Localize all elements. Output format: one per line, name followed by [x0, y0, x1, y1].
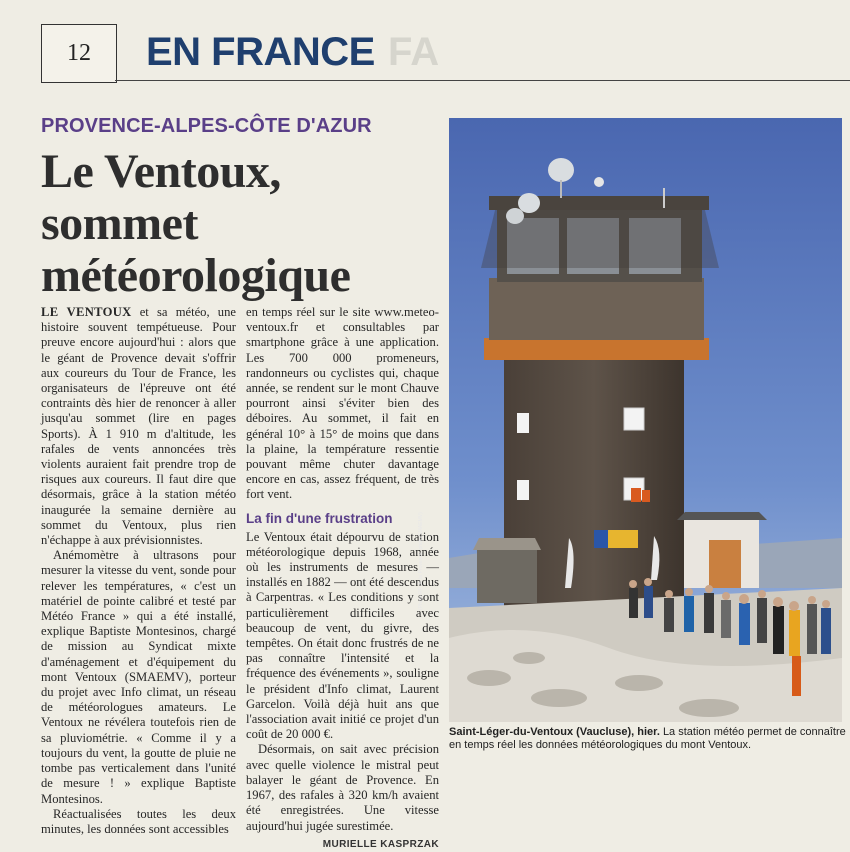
article-paragraph: Anémomètre à ultrasons pour mesurer la vitesse du vent, sonde pour relever les températures, « c'est un matériel de pointe calibré et testé par Météo France » qui a été installé, explique Baptiste Montesinos, chargé de mission au Syndicat mixte d'aménagement et d'équipement du mont Ventoux (SMAEMV), porteur du projet avec Info climat, un réseau de météorologues amateurs. Le Ventoux ne révélera toutefois rien de sa pluviométrie. « Comme il y a toujours du vent, la goutte de pluie ne tombe pas verticalement dans l'unité de mesure ! » explique Baptiste Montesinos.	[41, 548, 236, 806]
article-column-1	[41, 305, 236, 837]
section-title: EN FRANCE	[146, 30, 375, 74]
article-paragraph: LE VENTOUX et sa météo, une histoire souvent tempétueuse. Pour preuve encore aujourd'hui : alors que le géant de Provence devait s'offrir aux coureurs du Tour de France, les organisateurs de l'épreuve ont été contraints dès hier de renoncer à aller jusqu'au sommet (lire en pages Sports). À 1 910 m d'altitude, les rafales de vents annoncées très violents auraient fait prendre trop de risques aux coureurs. Il faut dire que désormais, grâce à la station météo inaugurée la semaine dernière au sommet du Ventoux, plus rien n'échappe à aux prévisionnistes.	[41, 305, 236, 548]
header-rule	[115, 80, 850, 81]
subheading: La fin d'une frustration	[246, 510, 393, 526]
lead-word: LE VENTOUX	[41, 305, 132, 319]
article-paragraph: en temps réel sur le site www.meteo-ventoux.fr et consultables par smartphone grâce à une application. Les 700 000 promeneurs, randonneurs ou cyclistes qui, chaque année, se rendent sur le mont Chauve pourront ainsi s'éviter bien des déboires. Au sommet, il fait en général 10° à 15° de moins que dans la plaine, la température ressentie pouvant même chuter davantage encore en cas, assez fréquent, de très fort vent.	[246, 305, 439, 502]
region-kicker: PROVENCE-ALPES-CÔTE D'AZUR	[41, 115, 372, 137]
article-paragraph: Le Ventoux était dépourvu de station météorologique depuis 1968, année où les instruments de mesures — installés en 1882 — ont été descendus à Carpentras. « Les conditions y sont particulièrement difficiles avec beaucoup de vent, du givre, des tempêtes. On était donc frustrés de ne pas connaître l'intensité et la fréquence des événements », souligne le président d'Info climat, Laurent Garcelon. Voilà déjà huit ans que l'association avait initié ce projet d'un coût de 20 000 €.	[246, 529, 439, 742]
article-paragraph: Réactualisées toutes les deux minutes, les données sont accessibles	[41, 806, 236, 836]
article-paragraph: Désormais, on sait avec précision avec quelle violence le mistral peut balayer le géant de Provence. En 1967, des rafales à 320 km/h avaient été enregistrées. Une vitesse aujourd'hui jugée surestimée.	[246, 742, 439, 833]
tower-illustration	[449, 118, 842, 722]
weather-station-photo	[449, 118, 842, 722]
photo-credit: (Photo RP de la Provence, photo/SMAEMV)	[418, 512, 424, 610]
caption-location: Saint-Léger-du-Ventoux (Vaucluse), hier.	[449, 726, 660, 738]
bleed-through-text: FA	[388, 30, 440, 74]
caption-text: La station météo permet de connaître en temps réel les données météorologiques du mont Ventoux.	[449, 726, 846, 751]
headline: Le Ventoux, sommet météorologique	[41, 145, 351, 302]
byline: MURIELLE KASPRZAK	[322, 838, 439, 850]
page-number: 12	[41, 24, 117, 83]
article-column-2	[246, 305, 439, 852]
photo-caption	[449, 726, 849, 752]
